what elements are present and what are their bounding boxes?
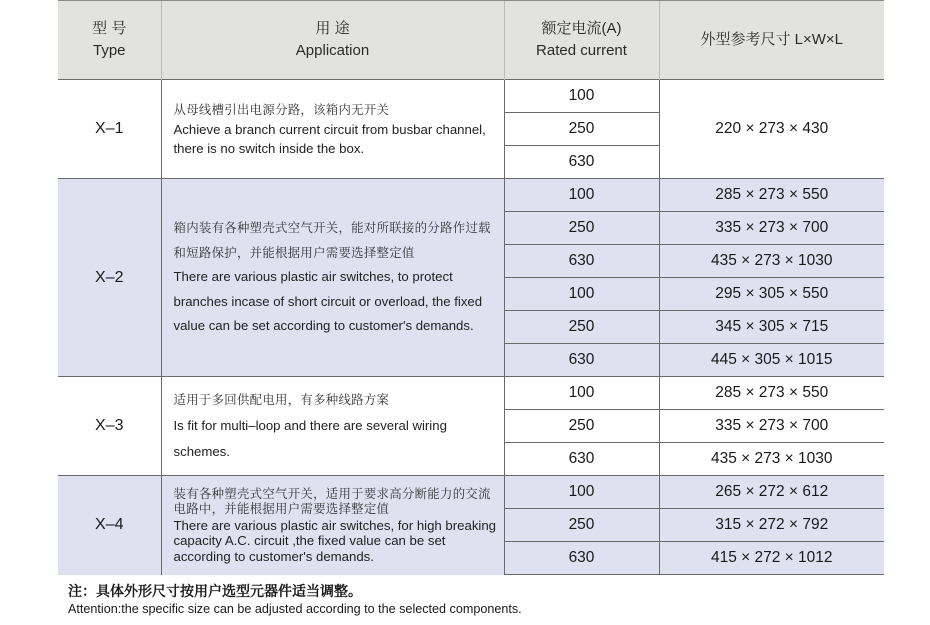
current-cell: 100 [504, 179, 659, 212]
type-cell: X–1 [58, 80, 161, 179]
dimension-cell: 265 × 272 × 612 [659, 476, 884, 509]
dimension-cell: 435 × 273 × 1030 [659, 245, 884, 278]
current-cell: 250 [504, 311, 659, 344]
spec-table [58, 0, 884, 575]
current-cell: 100 [504, 377, 659, 410]
dimension-cell: 415 × 272 × 1012 [659, 542, 884, 575]
table-header [58, 1, 884, 80]
dimension-cell: 435 × 273 × 1030 [659, 443, 884, 476]
footnote-zh: 注：具体外形尺寸按用户选型元器件适当调整。 [68, 583, 362, 599]
current-cell: 250 [504, 410, 659, 443]
footnote [68, 582, 522, 618]
dimension-cell: 220 × 273 × 430 [659, 80, 884, 179]
dimension-cell: 285 × 273 × 550 [659, 179, 884, 212]
current-cell: 630 [504, 146, 659, 179]
dimension-cell: 295 × 305 × 550 [659, 278, 884, 311]
current-cell: 100 [504, 80, 659, 113]
application-cell: 从母线槽引出电源分路，该箱内无开关 Achieve a branch current circuit from busbar channel, there is no switch inside the box. [161, 80, 504, 179]
group-x2 [58, 179, 884, 377]
application-cell: 箱内装有各种塑壳式空气开关，能对所联接的分路作过载和短路保护，并能根据用户需要选择整定值 There are various plastic air switches, to protect branches incase of short circuit or overload, the fixed value can be set according to customer's demands. [161, 179, 504, 377]
table-row [58, 80, 884, 113]
current-cell: 630 [504, 443, 659, 476]
table-row [58, 179, 884, 212]
dimension-cell: 345 × 305 × 715 [659, 311, 884, 344]
dimension-cell: 445 × 305 × 1015 [659, 344, 884, 377]
table-row [58, 476, 884, 509]
header-application: 用 途 Application [161, 1, 504, 80]
footnote-en: Attention:the specific size can be adjusted according to the selected components. [68, 602, 522, 616]
current-cell: 100 [504, 476, 659, 509]
header-dimensions: 外型参考尺寸 L×W×L [659, 1, 884, 80]
group-x4 [58, 476, 884, 575]
spec-table-container [58, 0, 884, 575]
current-cell: 630 [504, 344, 659, 377]
current-cell: 250 [504, 509, 659, 542]
application-cell: 适用于多回供配电用，有多种线路方案 Is fit for multi–loop and there are several wiring schemes. [161, 377, 504, 476]
current-cell: 630 [504, 245, 659, 278]
current-cell: 100 [504, 278, 659, 311]
current-cell: 250 [504, 113, 659, 146]
type-cell: X–3 [58, 377, 161, 476]
dimension-cell: 335 × 273 × 700 [659, 410, 884, 443]
dimension-cell: 285 × 273 × 550 [659, 377, 884, 410]
current-cell: 250 [504, 212, 659, 245]
dimension-cell: 335 × 273 × 700 [659, 212, 884, 245]
header-rated-current: 额定电流(A) Rated current [504, 1, 659, 80]
group-x1 [58, 80, 884, 179]
type-cell: X–4 [58, 476, 161, 575]
current-cell: 630 [504, 542, 659, 575]
application-cell: 装有各种塑壳式空气开关，适用于要求高分断能力的交流电路中，并能根据用户需要选择整定值 There are various plastic air switches, for high breaking capacity A.C. circuit ,the fixed value can be set according to customer's demands. [161, 476, 504, 575]
type-cell: X–2 [58, 179, 161, 377]
header-type: 型 号 Type [58, 1, 161, 80]
group-x3 [58, 377, 884, 476]
dimension-cell: 315 × 272 × 792 [659, 509, 884, 542]
table-row [58, 377, 884, 410]
